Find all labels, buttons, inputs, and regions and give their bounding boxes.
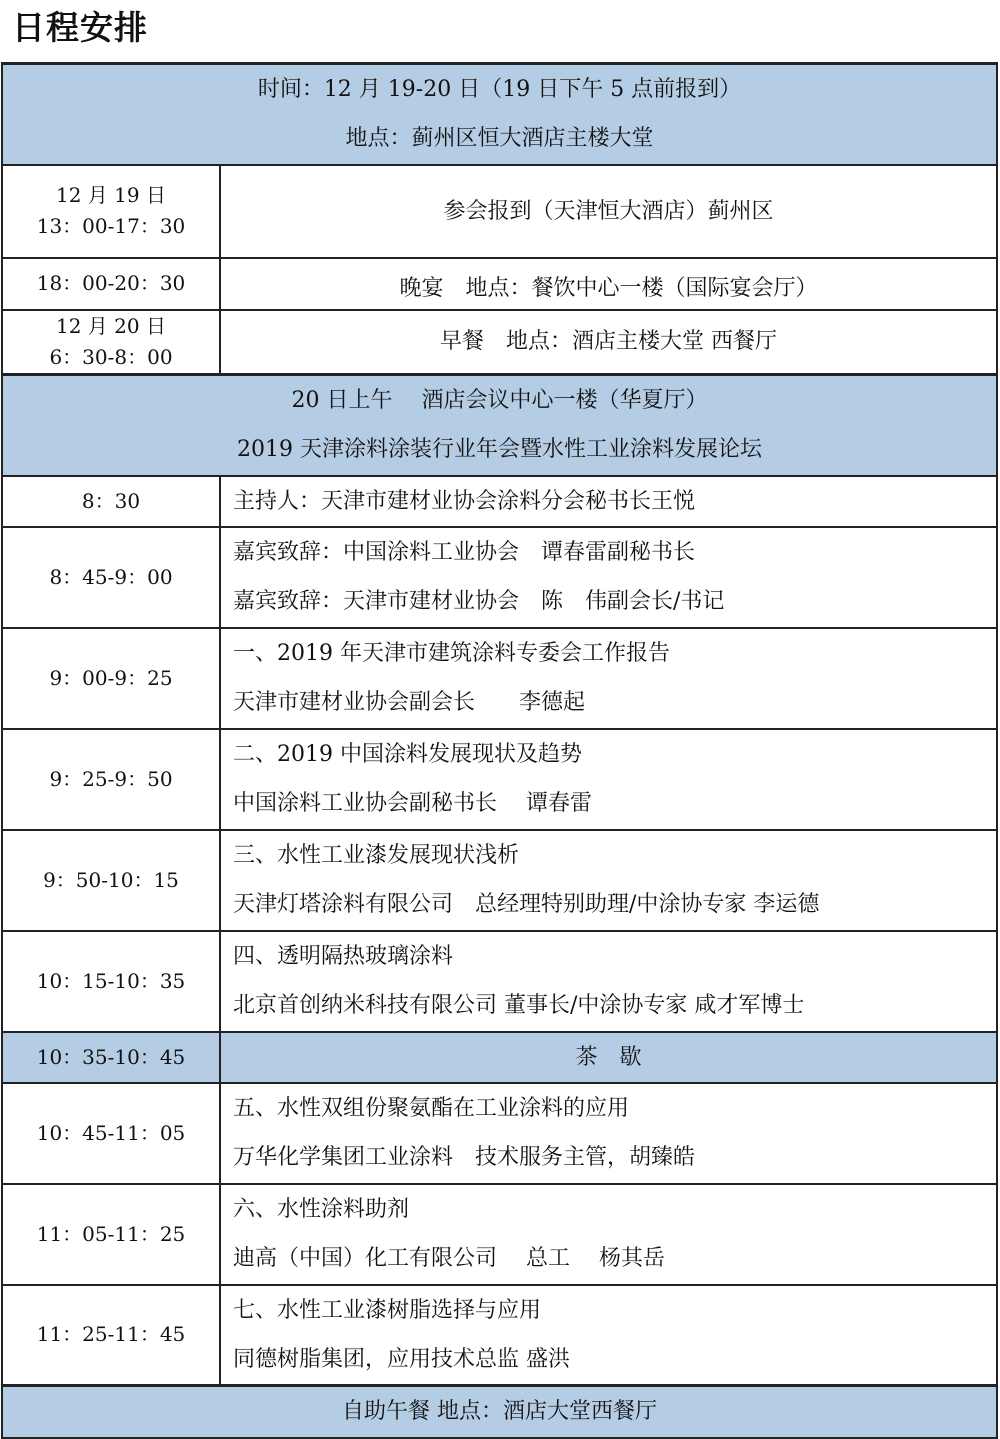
time-cell xyxy=(2,830,220,931)
table-row xyxy=(2,628,997,729)
table-row xyxy=(2,165,997,258)
content-text: 晚宴 地点：餐饮中心一楼（国际宴会厅） xyxy=(399,275,818,301)
content-cell xyxy=(220,628,997,729)
content-line: 一、2019 年天津市建筑涂料专委会工作报告 xyxy=(233,641,670,666)
table-row xyxy=(2,527,997,628)
time-text: 6：30-8：00 xyxy=(49,344,173,369)
content-cell xyxy=(220,830,997,931)
time-text: 9：00-9：25 xyxy=(49,665,173,690)
content-text: 参会报到（天津恒大酒店）蓟州区 xyxy=(443,198,774,224)
content-cell xyxy=(220,1285,997,1386)
time-cell xyxy=(2,476,220,527)
header-row-time-location xyxy=(2,64,997,165)
time-text: 11：05-11：25 xyxy=(36,1221,186,1246)
content-cell xyxy=(220,1032,997,1083)
time-text: 11：25-11：45 xyxy=(36,1322,186,1347)
table-row xyxy=(2,830,997,931)
content-line: 四、透明隔热玻璃涂料 xyxy=(233,944,454,969)
lunch-row xyxy=(2,1386,997,1438)
header-cell xyxy=(2,64,997,165)
table-row xyxy=(2,729,997,830)
content-cell xyxy=(220,729,997,830)
time-cell xyxy=(2,1184,220,1285)
time-text: 9：25-9：50 xyxy=(49,766,173,791)
content-cell xyxy=(220,258,997,310)
time-text: 8：30 xyxy=(81,488,141,513)
time-text: 8：45-9：00 xyxy=(49,564,173,589)
time-cell xyxy=(2,1083,220,1184)
page-title: 日程安排 xyxy=(12,8,148,47)
content-line: 天津灯塔涂料有限公司 总经理特别助理/中涂协专家 李运德 xyxy=(233,892,820,917)
content-line: 二、2019 中国涂料发展现状及趋势 xyxy=(233,742,582,767)
content-line: 嘉宾致辞：中国涂料工业协会 谭春雷副秘书长 xyxy=(233,540,696,565)
time-cell xyxy=(2,729,220,830)
content-cell xyxy=(220,527,997,628)
lunch-cell xyxy=(2,1386,997,1438)
time-text: 9：50-10：15 xyxy=(43,867,179,892)
content-line: 天津市建材业协会副会长 李德起 xyxy=(233,690,586,715)
content-line: 中国涂料工业协会副秘书长 谭春雷 xyxy=(233,791,592,816)
date-text: 12 月 19 日 xyxy=(56,183,166,207)
time-cell xyxy=(2,310,220,375)
content-cell xyxy=(220,310,997,375)
header-row-forum xyxy=(2,375,997,476)
schedule-table xyxy=(1,62,998,1439)
content-line: 迪高（中国）化工有限公司 总工 杨其岳 xyxy=(233,1246,665,1271)
content-text: 早餐 地点：酒店主楼大堂 西餐厅 xyxy=(440,329,777,355)
content-cell xyxy=(220,1184,997,1285)
content-cell xyxy=(220,931,997,1032)
table-row xyxy=(2,1184,997,1285)
table-row xyxy=(2,931,997,1032)
time-cell xyxy=(2,258,220,310)
table-row xyxy=(2,310,997,375)
content-cell xyxy=(220,476,997,527)
header-location: 地点：蓟州区恒大酒店主楼大堂 xyxy=(345,126,654,152)
time-cell xyxy=(2,165,220,258)
content-cell xyxy=(220,1083,997,1184)
header-forum-title: 2019 天津涂料涂装行业年会暨水性工业涂料发展论坛 xyxy=(237,437,762,463)
time-cell xyxy=(2,527,220,628)
time-text: 13：00-17：30 xyxy=(36,214,186,238)
content-line: 嘉宾致辞：天津市建材业协会 陈 伟副会长/书记 xyxy=(233,589,725,614)
time-text: 10：45-11：05 xyxy=(36,1120,186,1145)
content-line: 六、水性涂料助剂 xyxy=(233,1197,410,1222)
content-line: 三、水性工业漆发展现状浅析 xyxy=(233,843,520,868)
tea-break-row xyxy=(2,1032,997,1083)
date-text: 12 月 20 日 xyxy=(56,313,166,338)
content-line: 主持人：天津市建材业协会涂料分会秘书长王悦 xyxy=(233,488,696,514)
time-cell xyxy=(2,931,220,1032)
table-row xyxy=(2,1083,997,1184)
header-time: 时间：12 月 19-20 日（19 日下午 5 点前报到） xyxy=(257,77,742,103)
table-row xyxy=(2,258,997,310)
table-row xyxy=(2,1285,997,1386)
table-row xyxy=(2,476,997,527)
content-cell xyxy=(220,165,997,258)
header-cell xyxy=(2,375,997,476)
lunch-label: 自助午餐 地点：酒店大堂西餐厅 xyxy=(342,1399,657,1425)
time-cell xyxy=(2,1032,220,1083)
content-line: 七、水性工业漆树脂选择与应用 xyxy=(233,1297,542,1323)
tea-break-label: 茶 歇 xyxy=(575,1044,642,1070)
time-text: 10：15-10：35 xyxy=(36,968,186,993)
content-line: 北京首创纳米科技有限公司 董事长/中涂协专家 咸才军博士 xyxy=(233,993,805,1018)
header-session: 20 日上午 酒店会议中心一楼（华夏厅） xyxy=(291,388,708,414)
time-cell xyxy=(2,628,220,729)
time-text: 18：00-20：30 xyxy=(36,271,186,295)
schedule-table-container xyxy=(0,62,1000,1439)
time-cell xyxy=(2,1285,220,1386)
content-line: 五、水性双组份聚氨酯在工业涂料的应用 xyxy=(233,1096,630,1121)
content-line: 同德树脂集团，应用技术总监 盛洪 xyxy=(233,1346,570,1372)
time-text: 10：35-10：45 xyxy=(36,1044,186,1069)
content-line: 万华化学集团工业涂料 技术服务主管，胡臻皓 xyxy=(233,1145,696,1170)
